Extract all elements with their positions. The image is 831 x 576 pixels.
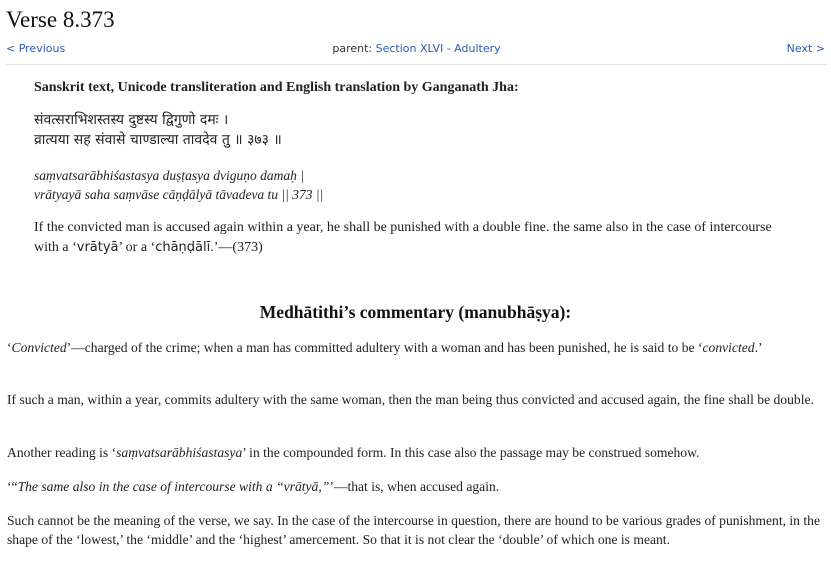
english-translation: If the convicted man is accused again within a year, he shall be punished with a double fine. the same also in the case of intercourse with a ‘vrātyā’ or a ‘chāṇḍālī.’—(373) bbox=[34, 220, 772, 255]
commentary-paragraph: If such a man, within a year, commits adultery with the same woman, then the man being thus convicted and accused again, the fine shall be double. bbox=[7, 392, 814, 407]
commentary-paragraph: ‘“The same also in the case of intercourse with a “vrātyā,”’—that is, when accused again. bbox=[7, 479, 500, 494]
next-link[interactable]: Next > bbox=[786, 42, 825, 55]
verse-navigation bbox=[6, 42, 827, 65]
commentary-paragraph: Another reading is ‘saṃvatsarābhiśastasya’ in the compounded form. In this case also the passage may be construed somehow. bbox=[7, 445, 700, 460]
parent-breadcrumb bbox=[6, 42, 827, 55]
sanskrit-line-2: व्रात्यया सह संवासे चाण्डाल्या तावदेव तु ॥ ३७३ ॥ bbox=[34, 132, 282, 148]
previous-link[interactable]: < Previous bbox=[6, 42, 66, 55]
commentary-paragraph: Such cannot be the meaning of the verse, we say. In the case of the intercourse in question, there are hound to be various grades of punishment, in the shape of the ‘lowest,’ the ‘middle’ and the ‘highest’ amercement. So that it is not clear the ‘double’ of which one is meant. bbox=[7, 513, 820, 547]
sanskrit-text bbox=[34, 110, 794, 150]
page-title: Verse 8.373 bbox=[6, 7, 115, 32]
term-chandali: chāṇḍālī bbox=[155, 240, 211, 255]
translation-heading: Sanskrit text, Unicode transliteration and English translation by Ganganath Jha: bbox=[34, 80, 519, 95]
transliteration-line-1: saṃvatsarābhiśastasya duṣṭasya dviguṇo damaḥ | bbox=[34, 168, 304, 183]
transliteration-line-2: vrātyayā saha saṃvāse cāṇḍālyā tāvadeva tu || 373 || bbox=[34, 187, 324, 202]
term-vratya: vrātyā bbox=[76, 240, 119, 255]
parent-section-link[interactable]: Section XLVI - Adultery bbox=[375, 42, 501, 55]
transliteration bbox=[34, 166, 794, 204]
commentary-heading: Medhātithi’s commentary (manubhāṣya): bbox=[259, 302, 572, 322]
commentary-paragraph: ‘Convicted’—charged of the crime; when a man has committed adultery with a woman and has been punished, he is said to be ‘convicted.’ bbox=[7, 340, 763, 355]
sanskrit-line-1: संवत्सराभिशस्तस्य दुष्टस्य द्विगुणो दमः । bbox=[34, 112, 229, 128]
parent-label: parent: bbox=[332, 42, 376, 55]
